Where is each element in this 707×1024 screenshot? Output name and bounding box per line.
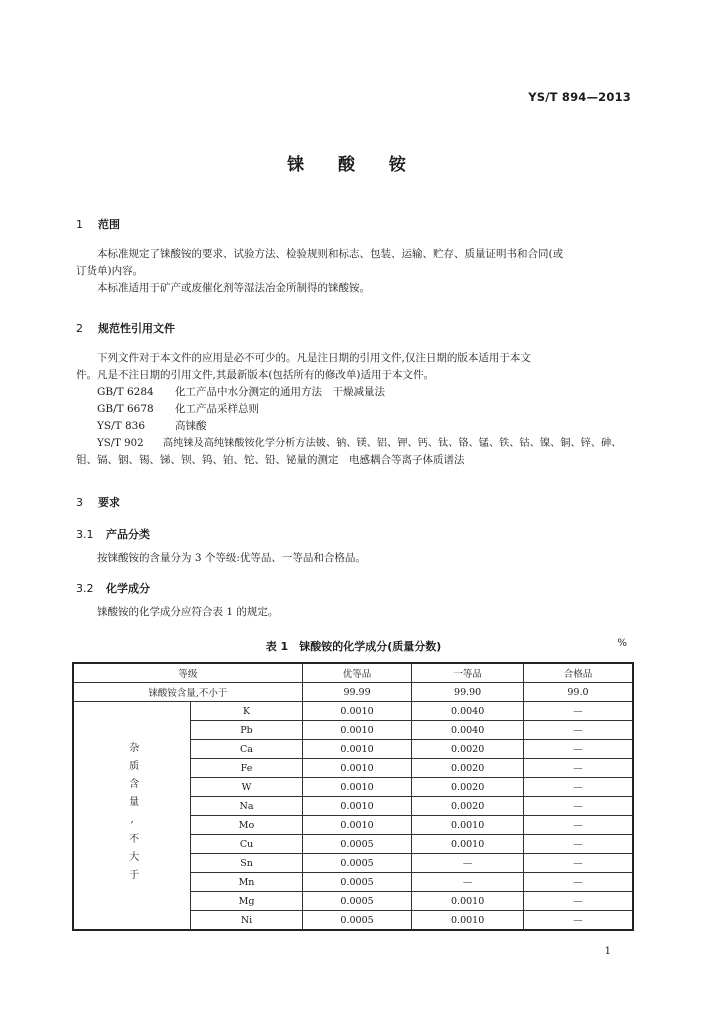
table-cell: 0.0040 <box>412 721 524 740</box>
impurity-label-text: 杂质含量,不大于 <box>126 741 138 887</box>
text-line: 下列文件对于本文件的应用是必不可少的。凡是注日期的引用文件,仅注日期的版本适用于本文 <box>97 352 531 364</box>
table-cell: 99.0 <box>523 683 633 702</box>
section-2-heading <box>76 320 175 336</box>
composition-table <box>72 662 634 931</box>
reference-item <box>97 418 207 435</box>
reference-continuation: 钼、镉、铟、锡、锑、钡、钨、铂、铊、铅、铋量的测定 电感耦合等离子体质谱法 <box>76 454 465 466</box>
section-1-paragraph-2: 本标准适用于矿产或废催化剂等湿法冶金所制得的铼酸铵。 <box>97 282 370 294</box>
text-line: 本标准规定了铼酸铵的要求、试验方法、检验规则和标志、包装、运输、贮存、质量证明书和合同(或 <box>97 248 564 260</box>
table-cell: 0.0010 <box>302 702 412 721</box>
table-header-cell: 等级 <box>73 663 302 683</box>
text-line: 订货单)内容。 <box>76 265 144 277</box>
section-title: 要求 <box>98 496 120 509</box>
table-cell: — <box>523 797 633 816</box>
table-cell: — <box>523 721 633 740</box>
table-cell: — <box>412 854 524 873</box>
section-3-1-text: 按铼酸铵的含量分为 3 个等级:优等品、一等品和合格品。 <box>97 552 366 564</box>
table-cell: — <box>523 702 633 721</box>
element-cell: Fe <box>191 759 302 778</box>
table-cell: — <box>523 911 633 931</box>
table-cell: 0.0010 <box>412 835 524 854</box>
section-2-intro <box>76 350 631 384</box>
element-cell: Na <box>191 797 302 816</box>
table-cell: — <box>523 854 633 873</box>
table-cell: 0.0010 <box>302 740 412 759</box>
table-cell: 99.90 <box>412 683 524 702</box>
element-cell: Sn <box>191 854 302 873</box>
section-3-2-heading <box>76 580 150 596</box>
table-cell: 0.0020 <box>412 797 524 816</box>
text-line: 件。凡是不注日期的引用文件,其最新版本(包括所有的修改单)适用于本文件。 <box>76 369 435 381</box>
table-cell: — <box>523 816 633 835</box>
table-cell: — <box>523 759 633 778</box>
reference-code: YS/T 836 <box>97 420 146 432</box>
table-cell: 0.0010 <box>412 892 524 911</box>
table-cell: — <box>523 740 633 759</box>
section-3-1-heading <box>76 526 150 542</box>
section-number: 3 <box>76 496 83 509</box>
element-cell: Mo <box>191 816 302 835</box>
section-3-heading <box>76 494 120 510</box>
reference-code: YS/T 902 <box>97 438 144 449</box>
element-cell: Cu <box>191 835 302 854</box>
table-cell: 0.0020 <box>412 759 524 778</box>
section-number: 1 <box>76 218 83 231</box>
table-cell: 0.0020 <box>412 778 524 797</box>
table-cell: 0.0010 <box>302 797 412 816</box>
reference-title: 高纯铼及高纯铼酸铵化学分析方法铍、钠、镁、铝、钾、钙、钛、铬、锰、铁、钴、镍、铜、锌、砷、 <box>163 438 622 449</box>
table-cell: — <box>412 873 524 892</box>
table-cell: 0.0005 <box>302 911 412 931</box>
element-cell: Ni <box>191 911 302 931</box>
element-cell: Mg <box>191 892 302 911</box>
table-cell: — <box>523 835 633 854</box>
row-label: 铼酸铵含量,不小于 <box>73 683 302 702</box>
reference-title: 高铼酸 <box>175 420 207 432</box>
section-1-heading <box>76 216 120 232</box>
table-cell: 0.0010 <box>302 721 412 740</box>
reference-item <box>97 384 385 401</box>
table-header-row <box>73 663 633 683</box>
table-cell: — <box>523 873 633 892</box>
table-header-cell: 合格品 <box>523 663 633 683</box>
section-title: 范围 <box>98 218 120 231</box>
table-cell: 0.0010 <box>302 778 412 797</box>
reference-code: GB/T 6284 <box>97 386 154 398</box>
table-cell: — <box>523 892 633 911</box>
document-title: 铼 酸 铵 <box>287 155 420 175</box>
reference-item <box>97 401 259 418</box>
section-number: 2 <box>76 322 83 335</box>
table-cell: — <box>523 778 633 797</box>
section-number: 3.1 <box>76 528 94 541</box>
section-1-paragraph-1 <box>76 246 631 280</box>
element-cell: K <box>191 702 302 721</box>
table-cell: 0.0010 <box>302 759 412 778</box>
table-cell: 0.0010 <box>302 816 412 835</box>
section-title: 产品分类 <box>106 528 150 541</box>
table-cell: 0.0005 <box>302 835 412 854</box>
standard-code: YS/T 894—2013 <box>528 90 631 104</box>
reference-title: 化工产品采样总则 <box>175 403 259 415</box>
section-title: 化学成分 <box>106 582 150 595</box>
table-cell: 0.0040 <box>412 702 524 721</box>
element-cell: W <box>191 778 302 797</box>
table-unit: % <box>617 638 627 649</box>
reference-code: GB/T 6678 <box>97 403 154 415</box>
table-header-cell: 一等品 <box>412 663 524 683</box>
table-cell: 0.0005 <box>302 854 412 873</box>
table-cell: 0.0005 <box>302 873 412 892</box>
reference-item <box>97 435 621 452</box>
element-cell: Ca <box>191 740 302 759</box>
table-row <box>73 702 633 721</box>
section-number: 3.2 <box>76 582 94 595</box>
section-3-2-text: 铼酸铵的化学成分应符合表 1 的规定。 <box>97 606 279 618</box>
page-number: 1 <box>604 946 611 957</box>
table-cell: 0.0010 <box>412 816 524 835</box>
impurity-group-label <box>73 702 191 931</box>
reference-title: 化工产品中水分测定的通用方法 干燥减量法 <box>175 386 385 398</box>
table-cell: 0.0010 <box>412 911 524 931</box>
table-cell: 99.99 <box>302 683 412 702</box>
element-cell: Pb <box>191 721 302 740</box>
table-caption: 表 1 铼酸铵的化学成分(质量分数) <box>265 640 442 653</box>
element-cell: Mn <box>191 873 302 892</box>
table-header-cell: 优等品 <box>302 663 412 683</box>
table-cell: 0.0005 <box>302 892 412 911</box>
table-row <box>73 683 633 702</box>
table-cell: 0.0020 <box>412 740 524 759</box>
section-title: 规范性引用文件 <box>98 322 175 335</box>
